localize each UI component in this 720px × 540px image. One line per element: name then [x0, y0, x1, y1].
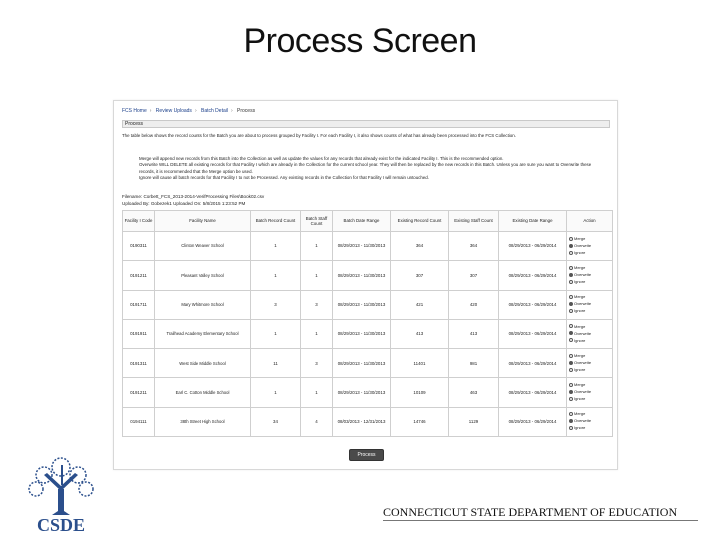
breadcrumb-batch-detail[interactable]: Batch Detail: [201, 108, 228, 114]
table-row: [123, 290, 613, 319]
action-option-label: Overwrite: [574, 242, 592, 248]
action-option-merge[interactable]: [569, 353, 612, 360]
col-header-existing-staff-count: Existing Staff Count: [449, 211, 499, 232]
radio-merge[interactable]: [569, 412, 573, 416]
existing-record-count-cell: 421: [391, 290, 449, 319]
action-option-merge[interactable]: [569, 411, 612, 418]
description-text: The table below shows the record counts for the Batch you are about to process grouped by Facility I. For each Facility I, it also shows counts of what has already been processed into the FCS Collection.: [122, 133, 516, 138]
action-option-overwrite[interactable]: [569, 331, 612, 338]
radio-overwrite[interactable]: [569, 361, 573, 365]
radio-overwrite[interactable]: [569, 331, 573, 335]
action-option-label: Merge: [574, 323, 586, 329]
existing-record-count-cell: 364: [391, 232, 449, 261]
merge-help-text: Merge will append new records from this Batch into the Collection as well as update the values for any records that already exist for the indicated Facility I. This is the recommended option.: [139, 156, 504, 161]
existing-date-range-cell: 08/29/2013 - 06/29/2014: [499, 378, 567, 407]
existing-record-count-cell: 14746: [391, 407, 449, 436]
col-header-batch-staff-count: Batch Staff Count: [301, 211, 333, 232]
action-option-label: Merge: [574, 411, 586, 417]
batch-staff-count-cell: 3: [301, 290, 333, 319]
facility-name-cell: Earl C. Cotton Middle School: [155, 378, 251, 407]
filename-line: Filename: Corbett_FCS_2013-2014-VerifProcessing Files\Book02.csv: [122, 194, 265, 199]
batch-date-range-cell: 08/29/2013 - 11/30/2013: [333, 290, 391, 319]
batch-staff-count-cell: 1: [301, 232, 333, 261]
radio-ignore[interactable]: [569, 338, 573, 342]
facility-name-cell: Clinton Weaver School: [155, 232, 251, 261]
overwrite-help-text: Overwrite WILL DELETE all existing records for that Facility I which are already in the Collection for the current school year. They will then be replaced by the new records in this Batch. Unless you are sure you want to Overwrite these records, it is recommended that the Merge option be used.: [139, 162, 592, 174]
batch-staff-count-cell: 4: [301, 407, 333, 436]
radio-ignore[interactable]: [569, 397, 573, 401]
radio-overwrite[interactable]: [569, 390, 573, 394]
facility-name-cell: 38th Street High School: [155, 407, 251, 436]
radio-merge[interactable]: [569, 295, 573, 299]
col-header-facility-name: Facility Name: [155, 211, 251, 232]
table-header-row: [123, 211, 613, 232]
existing-staff-count-cell: 364: [449, 232, 499, 261]
breadcrumb-separator: ›: [194, 108, 197, 114]
action-option-label: Overwrite: [574, 418, 592, 424]
process-button[interactable]: Process: [349, 449, 384, 461]
action-option-overwrite[interactable]: [569, 272, 612, 279]
facility-code-cell: 0194111: [123, 407, 155, 436]
batch-record-count-cell: 1: [251, 378, 301, 407]
table-row: [123, 261, 613, 290]
action-option-merge[interactable]: [569, 324, 612, 331]
col-header-batch-record-count: Batch Record Count: [251, 211, 301, 232]
existing-record-count-cell: 11401: [391, 349, 449, 378]
action-option-merge[interactable]: [569, 265, 612, 272]
csde-logo: [14, 455, 110, 535]
existing-staff-count-cell: 463: [449, 378, 499, 407]
action-option-label: Ignore: [574, 308, 586, 314]
file-info: [122, 194, 264, 207]
batch-record-count-cell: 11: [251, 349, 301, 378]
footer-rule: [383, 520, 698, 521]
action-option-label: Overwrite: [574, 359, 592, 365]
action-option-label: Overwrite: [574, 271, 592, 277]
action-option-overwrite[interactable]: [569, 418, 612, 425]
action-options-help: [139, 156, 604, 182]
facility-code-cell: 0191211: [123, 378, 155, 407]
batch-record-count-cell: 3: [251, 290, 301, 319]
action-option-label: Merge: [574, 352, 586, 358]
table-body: [123, 232, 613, 437]
facility-name-cell: Trailhead Academy Elementary School: [155, 319, 251, 348]
existing-staff-count-cell: 1129: [449, 407, 499, 436]
action-cell: [567, 407, 613, 436]
col-header-batch-date-range: Batch Date Range: [333, 211, 391, 232]
facility-code-cell: 0190311: [123, 232, 155, 261]
col-header-existing-record-count: Existing Record Count: [391, 211, 449, 232]
footer-department-name: CONNECTICUT STATE DEPARTMENT OF EDUCATION: [383, 505, 678, 519]
breadcrumb-review-uploads[interactable]: Review Uploads: [155, 108, 192, 114]
col-header-action: Action: [567, 211, 613, 232]
existing-record-count-cell: 10109: [391, 378, 449, 407]
existing-record-count-cell: 307: [391, 261, 449, 290]
action-option-label: Ignore: [574, 396, 586, 402]
table-row: [123, 319, 613, 348]
radio-overwrite[interactable]: [569, 419, 573, 423]
breadcrumb: [122, 108, 255, 114]
action-option-merge[interactable]: [569, 294, 612, 301]
batch-staff-count-cell: 1: [301, 319, 333, 348]
csde-logo-text: CSDE: [36, 515, 86, 535]
ignore-help-text: Ignore will cause all batch records for that Facility I to not be Processed. Any existing records in the Collection for that Facility I will remain untouched.: [139, 175, 429, 181]
action-cell: [567, 378, 613, 407]
slide-title: Process Screen: [243, 22, 477, 60]
existing-date-range-cell: 08/29/2013 - 06/29/2014: [499, 407, 567, 436]
action-option-ignore[interactable]: [569, 396, 612, 403]
existing-staff-count-cell: 981: [449, 349, 499, 378]
batch-date-range-cell: 08/29/2013 - 11/30/2013: [333, 232, 391, 261]
uploaded-line: Uploaded By: Gobezek1 Uploaded On: 5/8/2015 1:23:52 PM: [122, 200, 246, 206]
batch-record-count-cell: 1: [251, 232, 301, 261]
radio-overwrite[interactable]: [569, 273, 573, 277]
action-option-label: Ignore: [574, 337, 586, 343]
radio-merge[interactable]: [569, 354, 573, 358]
facility-code-cell: 0191311: [123, 349, 155, 378]
batch-record-count-cell: 1: [251, 319, 301, 348]
col-header-facility-code: Facility I Code: [123, 211, 155, 232]
batch-record-count-cell: 34: [251, 407, 301, 436]
existing-record-count-cell: 413: [391, 319, 449, 348]
existing-date-range-cell: 08/29/2013 - 06/29/2014: [499, 232, 567, 261]
action-option-ignore[interactable]: [569, 250, 612, 257]
action-option-ignore[interactable]: [569, 425, 612, 432]
breadcrumb-separator: ›: [149, 108, 152, 114]
radio-merge[interactable]: [569, 237, 573, 241]
action-option-ignore[interactable]: [569, 279, 612, 286]
radio-ignore[interactable]: [569, 280, 573, 284]
action-option-label: Merge: [574, 264, 586, 270]
action-cell: [567, 319, 613, 348]
action-option-ignore[interactable]: [569, 338, 612, 345]
existing-date-range-cell: 08/29/2013 - 06/29/2014: [499, 319, 567, 348]
action-option-label: Ignore: [574, 249, 586, 255]
existing-staff-count-cell: 307: [449, 261, 499, 290]
action-option-overwrite[interactable]: [569, 389, 612, 396]
existing-date-range-cell: 08/29/2013 - 06/29/2014: [499, 349, 567, 378]
radio-ignore[interactable]: [569, 368, 573, 372]
existing-date-range-cell: 08/29/2013 - 06/29/2014: [499, 261, 567, 290]
existing-date-range-cell: 08/29/2013 - 06/29/2014: [499, 290, 567, 319]
radio-ignore[interactable]: [569, 426, 573, 430]
existing-staff-count-cell: 413: [449, 319, 499, 348]
table-row: [123, 378, 613, 407]
action-option-label: Ignore: [574, 366, 586, 372]
batch-record-count-cell: 1: [251, 261, 301, 290]
action-option-label: Merge: [574, 382, 586, 388]
batch-counts-table: [122, 210, 613, 437]
radio-ignore[interactable]: [569, 251, 573, 255]
action-option-ignore[interactable]: [569, 367, 612, 374]
batch-date-range-cell: 08/29/2013 - 11/30/2013: [333, 261, 391, 290]
action-cell: [567, 232, 613, 261]
table-row: [123, 232, 613, 261]
existing-staff-count-cell: 420: [449, 290, 499, 319]
radio-overwrite[interactable]: [569, 244, 573, 248]
breadcrumb-current: Process: [237, 108, 256, 114]
action-option-label: Overwrite: [574, 389, 592, 395]
table-row: [123, 407, 613, 436]
breadcrumb-separator: ›: [230, 108, 233, 114]
action-option-label: Overwrite: [574, 301, 592, 307]
col-header-existing-date-range: Existing Date Range: [499, 211, 567, 232]
batch-date-range-cell: 08/29/2013 - 11/30/2013: [333, 319, 391, 348]
action-option-label: Ignore: [574, 278, 586, 284]
action-cell: [567, 290, 613, 319]
facility-name-cell: Mary Whitmore School: [155, 290, 251, 319]
radio-ignore[interactable]: [569, 309, 573, 313]
batch-date-range-cell: 08/29/2013 - 11/30/2013: [333, 378, 391, 407]
action-option-overwrite[interactable]: [569, 243, 612, 250]
batch-staff-count-cell: 1: [301, 261, 333, 290]
action-cell: [567, 261, 613, 290]
batch-date-range-cell: 08/03/2013 - 12/31/2013: [333, 407, 391, 436]
batch-staff-count-cell: 1: [301, 378, 333, 407]
action-option-overwrite[interactable]: [569, 301, 612, 308]
batch-date-range-cell: 08/29/2013 - 11/30/2013: [333, 349, 391, 378]
facility-name-cell: West Side Middle School: [155, 349, 251, 378]
facility-code-cell: 0191911: [123, 319, 155, 348]
action-option-label: Ignore: [574, 425, 586, 431]
process-tab: Process: [122, 120, 610, 128]
action-option-label: Overwrite: [574, 330, 592, 336]
facility-code-cell: 0191211: [123, 261, 155, 290]
radio-overwrite[interactable]: [569, 302, 573, 306]
facility-name-cell: Pleasant Valley School: [155, 261, 251, 290]
breadcrumb-fcs-home[interactable]: FCS Home: [122, 108, 147, 114]
action-option-ignore[interactable]: [569, 308, 612, 315]
action-option-merge[interactable]: [569, 382, 612, 389]
radio-merge[interactable]: [569, 266, 573, 270]
table-row: [123, 349, 613, 378]
action-option-label: Merge: [574, 294, 586, 300]
action-option-merge[interactable]: [569, 236, 612, 243]
batch-staff-count-cell: 3: [301, 349, 333, 378]
radio-merge[interactable]: [569, 324, 573, 328]
action-cell: [567, 349, 613, 378]
action-option-overwrite[interactable]: [569, 360, 612, 367]
facility-code-cell: 0191711: [123, 290, 155, 319]
screenshot-panel: [113, 100, 618, 470]
action-option-label: Merge: [574, 235, 586, 241]
radio-merge[interactable]: [569, 383, 573, 387]
